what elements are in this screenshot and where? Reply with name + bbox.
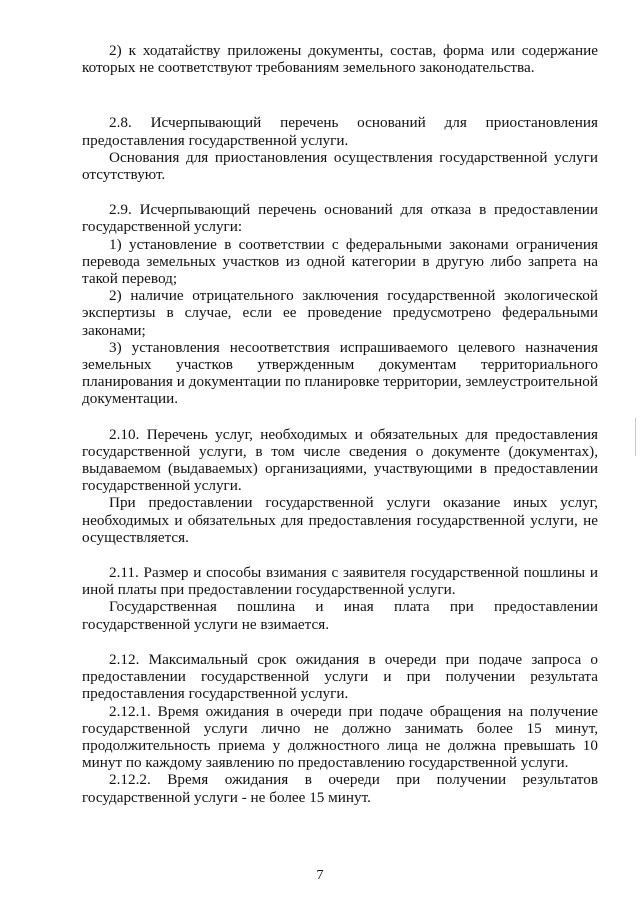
- paragraph: Государственная пошлина и иная плата при предоставлении государственной услуги не взимается.: [82, 598, 598, 633]
- paragraph: 2) к ходатайству приложены документы, состав, форма или содержание которых не соответствуют требованиям земельного законодательства.: [82, 42, 598, 77]
- page-number: 7: [316, 868, 324, 883]
- section-2-10: [82, 426, 598, 546]
- paragraph: Основания для приостановления осуществления государственной услуги отсутствуют.: [82, 148, 598, 184]
- subsection-2-12-1: 2.12.1. Время ожидания в очереди при подаче обращения на получение государственной услуги лично не должно занимать более 15 минут, продолжительность приема у должностного лица не должна превышать 10 минут по каждому заявлению по предоставлению государственной услуги.: [82, 702, 598, 772]
- section-2-12: [82, 651, 598, 806]
- section-heading: 2.11. Размер и способы взимания с заявителя государственной пошлины и иной платы при предоставлении государственной услуги.: [82, 564, 598, 599]
- section-2-8: [82, 114, 598, 183]
- section-heading: 2.9. Исчерпывающий перечень оснований для отказа в предоставлении государственной услуги:: [82, 201, 598, 236]
- section-2-9: [82, 201, 598, 407]
- paragraph: При предоставлении государственной услуги оказание иных услуг, необходимых и обязательных для предоставления государственной услуги, не осуществляется.: [82, 494, 598, 546]
- section-heading: 2.8. Исчерпывающий перечень оснований для приостановления предоставления государственной услуги.: [82, 114, 598, 149]
- scan-edge-mark: [635, 418, 636, 456]
- list-item: 3) установления несоответствия испрашиваемого целевого назначения земельных участков утвержденным документам территориального планирования и документации по планировке территории, землеустроительной документации.: [82, 338, 598, 408]
- list-item: 2) наличие отрицательного заключения государственной экологической экспертизы в случае, если ее проведение предусмотрено федеральными законами;: [82, 287, 598, 339]
- subsection-2-12-2: 2.12.2. Время ожидания в очереди при получении результатов государственной услуги - не более 15 минут.: [82, 771, 598, 806]
- item-2-continuation: [82, 42, 598, 76]
- section-heading: 2.10. Перечень услуг, необходимых и обязательных для предоставления государственной услуги, в том числе сведения о документе (документах), выдаваемом (выдаваемых) организациями, участвующими в предоставлении государственной услуги.: [82, 425, 598, 495]
- section-2-11: [82, 564, 598, 633]
- list-item: 1) установление в соответствии с федеральными законами ограничения перевода земельных участков из одной категории в другую либо запрета на такой перевод;: [82, 235, 598, 288]
- section-heading: 2.12. Максимальный срок ожидания в очереди при подаче запроса о предоставлении государственной услуги и при получении результата предоставления государственной услуги.: [82, 650, 598, 703]
